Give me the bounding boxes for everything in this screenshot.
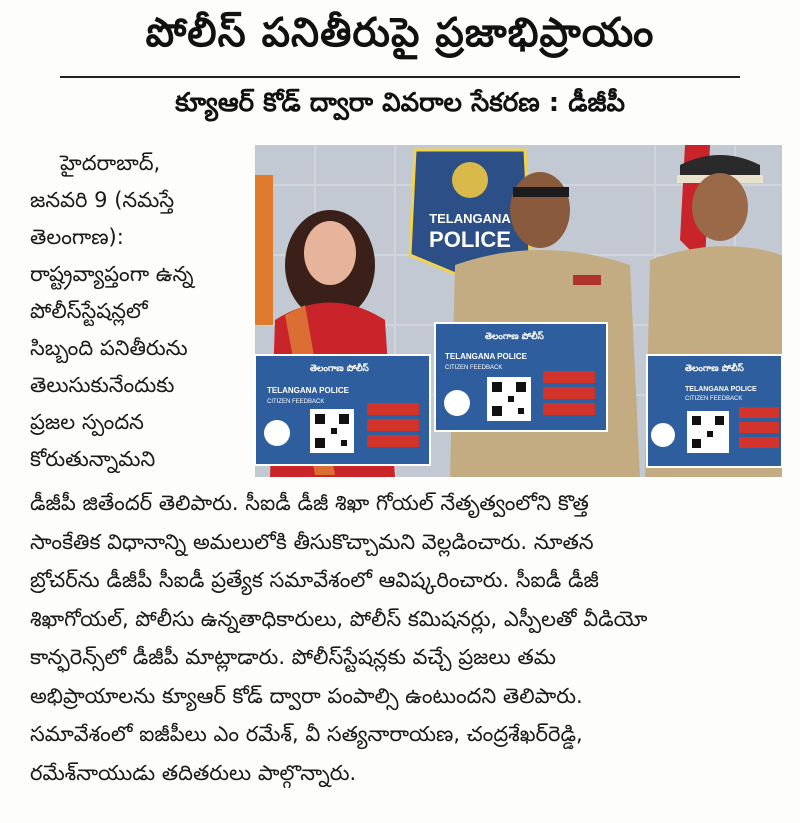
backdrop-logo-line1: TELANGANA xyxy=(429,211,511,226)
body-line: రమేశ్‌నాయుడు తదితరులు పాల్గొన్నారు. xyxy=(30,760,357,785)
dateline-line: జనవరి 9 (నమస్తే xyxy=(30,188,175,212)
brochure-center xyxy=(435,323,607,431)
brochure-left xyxy=(255,355,430,465)
column-line: రాష్ట్రవ్యాప్తంగా ఉన్న xyxy=(30,262,194,286)
column-line: ప్రజల స్పందన xyxy=(30,410,144,434)
brochure-title-te: తెలంగాణ పోలీస్ xyxy=(310,364,369,374)
brochure-title-en: TELANGANA POLICE xyxy=(445,352,527,361)
brochure-subtitle: CITIZEN FEEDBACK xyxy=(685,396,743,402)
brochure-subtitle: CITIZEN FEEDBACK xyxy=(267,399,325,405)
body-line: బ్రోచర్‌ను డీజీపీ సీఐడీ ప్రత్యేక సమావేశంలో ఆవిష్కరించారు. సీఐడీ డీజీ xyxy=(30,568,599,592)
column-line: సిబ్బంది పనితీరును xyxy=(30,336,188,360)
brochure-title-te: తెలంగాణ పోలీస్ xyxy=(485,332,544,342)
article-body xyxy=(30,484,782,792)
body-line: అభిప్రాయాలను క్యూఆర్ కోడ్ ద్వారా పంపాల్సి ఉంటుందని తెలిపారు. xyxy=(30,683,583,708)
brochure-title-te: తెలంగాణ పోలీస్ xyxy=(685,364,744,374)
dateline-line: హైదరాబాద్, xyxy=(60,151,161,175)
headline: పోలీస్ పనితీరుపై ప్రజాభిప్రాయం xyxy=(145,10,655,56)
column-line: పోలీస్‌స్టేషన్లలో xyxy=(30,299,148,323)
body-line: సాంకేతిక విధానాన్ని అమలులోకి తీసుకొచ్చామని వెల్లడించారు. నూతన xyxy=(30,529,594,554)
body-line: శిఖాగోయల్, పోలీసు ఉన్నతాధికారులు, పోలీస్ కమిషనర్లు, ఎస్పీలతో వీడియో xyxy=(30,606,648,631)
body-line: సమావేశంలో ఐజీపీలు ఎం రమేశ్, వీ సత్యనారాయణ, చంద్రశేఖర్‌రెడ్డి, xyxy=(30,722,583,746)
brochure-title-en: TELANGANA POLICE xyxy=(685,386,757,393)
news-photo xyxy=(255,145,782,477)
subheadline: క్యూఆర్ కోడ్ ద్వారా వివరాల సేకరణ : డీజీపీ xyxy=(175,88,625,118)
column-line: కోరుతున్నామని xyxy=(30,447,156,471)
photo-illustration xyxy=(255,145,782,477)
body-line: కాన్ఫరెన్స్‌లో డీజీపీ మాట్లాడారు. పోలీస్‌స్టేషన్లకు వచ్చే ప్రజలు తమ xyxy=(30,645,556,669)
dateline-line: తెలంగాణ): xyxy=(30,225,124,249)
backdrop-logo-line2: POLICE xyxy=(429,227,511,252)
brochure-title-en: TELANGANA POLICE xyxy=(267,386,349,395)
column-line: తెలుసుకునేందుకు xyxy=(30,373,175,397)
headline-rule xyxy=(60,76,740,78)
body-line: డీజీపీ జితేందర్ తెలిపారు. సీఐడీ డీజీ శిఖా గోయల్ నేతృత్వంలోని కొత్త xyxy=(30,491,589,515)
brochure-subtitle: CITIZEN FEEDBACK xyxy=(445,365,503,371)
left-column-text xyxy=(30,145,248,478)
brochure-right xyxy=(647,355,782,467)
